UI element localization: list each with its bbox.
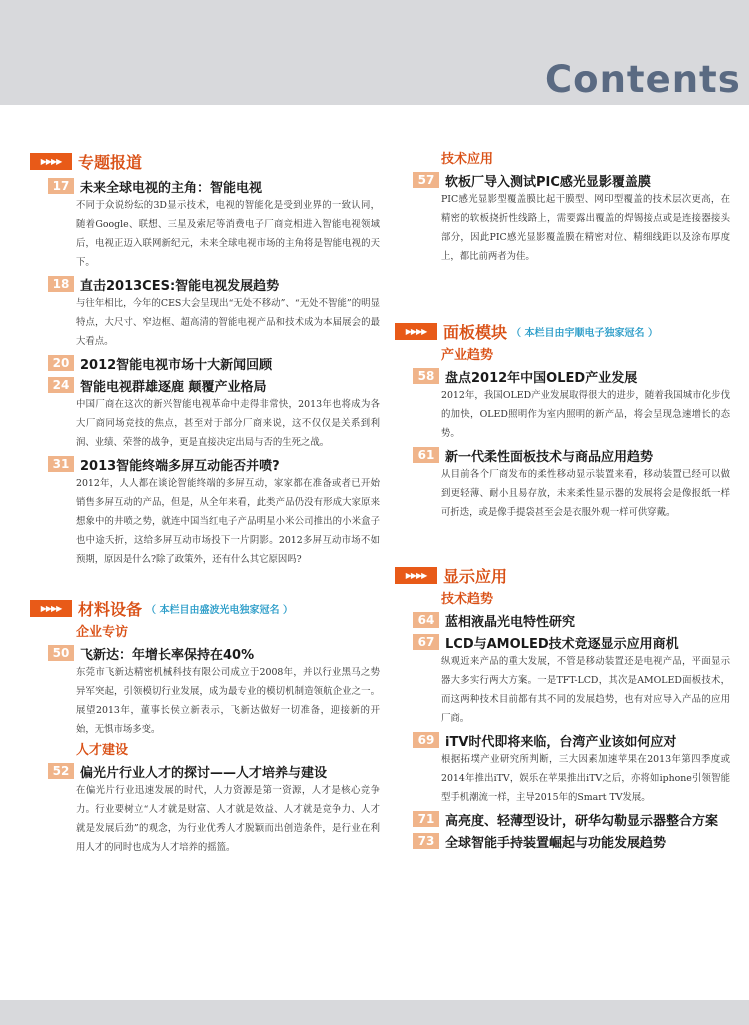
- page-number: 24: [48, 377, 74, 393]
- article-summary: PIC感光显影型覆盖膜比起干膜型、网印型覆盖的技术层次更高，在精密的软板挠折性线路上，需要露出覆盖的焊锡接点或是连接器接头部分，因此PIC感光显影覆盖膜在精密对位、精细线距以及涂布厚度上，都比前两者为佳。: [441, 194, 730, 262]
- section-header-materials: [30, 597, 380, 619]
- toc-entry[interactable]: [30, 274, 380, 351]
- section-title: 面板模块: [443, 322, 508, 342]
- section-title: 显示应用: [443, 566, 508, 586]
- article-summary: 从目前各个厂商发布的柔性移动显示装置来看，移动装置已经可以做到更轻薄、耐小且易存放，未来柔性显示器的发展将会是像报纸一样可折迭，或是像手提袋甚至会是衣服外观一样可供穿戴。: [441, 469, 730, 518]
- page-number: 31: [48, 456, 74, 472]
- article-summary: 与往年相比，今年的CES大会呈现出“无处不移动”、“无处不智能”的明显特点，大尺寸、窄边框、超高清的智能电视产品和技术成为本届展会的最大看点。: [76, 298, 380, 347]
- section-title: 专题报道: [78, 152, 143, 172]
- right-column: [395, 150, 730, 853]
- contents-masthead: Contents: [545, 58, 741, 101]
- section-header-display-applications: [395, 564, 730, 586]
- toc-entry[interactable]: [395, 809, 730, 829]
- page-number: 17: [48, 178, 74, 194]
- toc-entry[interactable]: [30, 761, 380, 857]
- subsection-title: 人才建设: [76, 743, 129, 758]
- article-title[interactable]: 未来全球电视的主角：智能电视: [80, 180, 263, 196]
- article-summary: 2012年，人人都在谈论智能终端的多屏互动，家家都在准备或者已开始销售多屏互动的产品，但是，从全年来看，此类产品仍没有形成大家原来想象中的井喷之势，就连中国当红电子产品明星小米公司推出的小米盒子也中途夭折，这给多屏互动市场投下一片阴影。2012多屏互动市场不如预期，原因是什么?除了政策外，还有什么其它原因吗?: [76, 478, 380, 565]
- article-title[interactable]: 全球智能手持装置崛起与功能发展趋势: [445, 835, 667, 851]
- section-header-special-report: [30, 150, 380, 172]
- subsection-title: 产业趋势: [441, 348, 494, 363]
- toc-entry[interactable]: [30, 454, 380, 569]
- article-title[interactable]: 2013智能终端多屏互动能否并喷?: [80, 458, 280, 474]
- left-column: [30, 150, 380, 859]
- subsection-title: 企业专访: [76, 625, 129, 640]
- article-summary: 不同于众说纷纭的3D显示技术，电视的智能化是受到业界的一致认同，随着Google、联想、三星及索尼等消费电子厂商竞相进入智能电视领域后，电视正迈入联网新纪元，未来全球电视市场的主角将是智能电视的天下。: [76, 200, 380, 268]
- article-summary: 东莞市飞新达精密机械科技有限公司成立于2008年，并以行业黑马之势异军突起，引领模切行业发展，成为最专业的模切机制造领航企业之一。展望2013年，董事长侯立新表示，飞新达做好一切准备，迎接新的开始，无惧市场多变。: [76, 667, 380, 735]
- article-title[interactable]: 直击2013CES:智能电视发展趋势: [80, 278, 280, 294]
- toc-entry[interactable]: [395, 170, 730, 266]
- section-header-panel-modules: [395, 320, 730, 342]
- page-number: 71: [413, 811, 439, 827]
- toc-entry[interactable]: [30, 176, 380, 272]
- article-title[interactable]: 飞新达：年增长率保持在40%: [80, 647, 255, 663]
- page-number: 61: [413, 447, 439, 463]
- section-arrows-icon: ▶▶▶▶: [395, 567, 437, 584]
- section-arrows-icon: ▶▶▶▶: [30, 153, 72, 170]
- page-number: 50: [48, 645, 74, 661]
- page-number: 58: [413, 368, 439, 384]
- article-summary: 根据拓墣产业研究所判断，三大因素加速苹果在2013年第四季度或2014年推出iTV，娱乐在苹果推出iTV之后，亦将如iphone引领智能型手机潮流一样，主导2015年的Smart TV发展。: [441, 754, 730, 803]
- article-summary: 纵观近来产品的重大发展，不管是移动装置还是电视产品，平面显示器大多实行两大方案。一是TFT-LCD，其次是AMOLED面板技术，而这两种技术目前都有其不同的发展趋势，也有对应导入产品的应用厂商。: [441, 656, 730, 724]
- subsection-title: 技术趋势: [441, 592, 494, 607]
- page-number: 67: [413, 634, 439, 650]
- article-summary: 在偏光片行业迅速发展的时代，人力资源是第一资源，人才是核心竞争力。行业要树立“人才就是财富、人才就是效益、人才就是竞争力、人才就是发展后劲”的观念，为行业优秀人才脱颖而出创造条件，是行业在利用人才的同时也成为人才培养的摇篮。: [76, 785, 380, 853]
- article-title[interactable]: iTV时代即将来临，台湾产业该如何应对: [445, 734, 677, 750]
- toc-entry[interactable]: [395, 730, 730, 807]
- article-title[interactable]: 盘点2012年中国OLED产业发展: [445, 370, 638, 386]
- toc-entry[interactable]: [30, 375, 380, 452]
- page-number: 69: [413, 732, 439, 748]
- section-arrows-icon: ▶▶▶▶: [395, 323, 437, 340]
- article-title[interactable]: 蓝相液晶光电特性研究: [445, 614, 576, 630]
- section-sponsor: （ 本栏目由宇顺电子独家冠名 ）: [511, 327, 658, 339]
- page-number: 20: [48, 355, 74, 371]
- article-title[interactable]: LCD与AMOLED技术竞逐显示应用商机: [445, 636, 679, 652]
- article-title[interactable]: 软板厂导入测试PIC感光显影覆盖膜: [445, 174, 651, 190]
- article-title[interactable]: 高亮度、轻薄型设计，研华勾勒显示器整合方案: [445, 813, 719, 829]
- toc-entry[interactable]: [395, 632, 730, 728]
- toc-entry[interactable]: [395, 831, 730, 851]
- page-number: 64: [413, 612, 439, 628]
- footer-band: [0, 1000, 749, 1025]
- toc-entry[interactable]: [30, 643, 380, 739]
- article-summary: 2012年，我国OLED产业发展取得很大的进步，随着我国城市化步伐的加快，OLED照明作为室内照明的新产品，将会呈现急速增长的态势。: [441, 390, 730, 439]
- page-number: 73: [413, 833, 439, 849]
- section-arrows-icon: ▶▶▶▶: [30, 600, 72, 617]
- article-title[interactable]: 2012智能电视市场十大新闻回顾: [80, 357, 273, 373]
- toc-entry[interactable]: [395, 366, 730, 443]
- section-title: 材料设备: [78, 599, 143, 619]
- page-number: 18: [48, 276, 74, 292]
- article-title[interactable]: 新一代柔性面板技术与商品应用趋势: [445, 449, 654, 465]
- page-number: 52: [48, 763, 74, 779]
- toc-entry[interactable]: [395, 610, 730, 630]
- article-title[interactable]: 偏光片行业人才的探讨——人才培养与建设: [80, 765, 328, 781]
- subsection-title: 技术应用: [441, 152, 494, 167]
- page-number: 57: [413, 172, 439, 188]
- toc-entry[interactable]: [395, 445, 730, 522]
- toc-entry[interactable]: [30, 353, 380, 373]
- section-sponsor: （ 本栏目由盛波光电独家冠名 ）: [146, 604, 293, 616]
- article-title[interactable]: 智能电视群雄逐鹿 颠覆产业格局: [80, 379, 267, 395]
- article-summary: 中国厂商在这次的新兴智能电视革命中走得非常快，2013年也将成为各大厂商同场竞技的焦点，甚至对于部分厂商来说，这不仅仅是关系到利润、业绩、荣誉的战争，更是直接决定出局与否的生死之战。: [76, 399, 380, 448]
